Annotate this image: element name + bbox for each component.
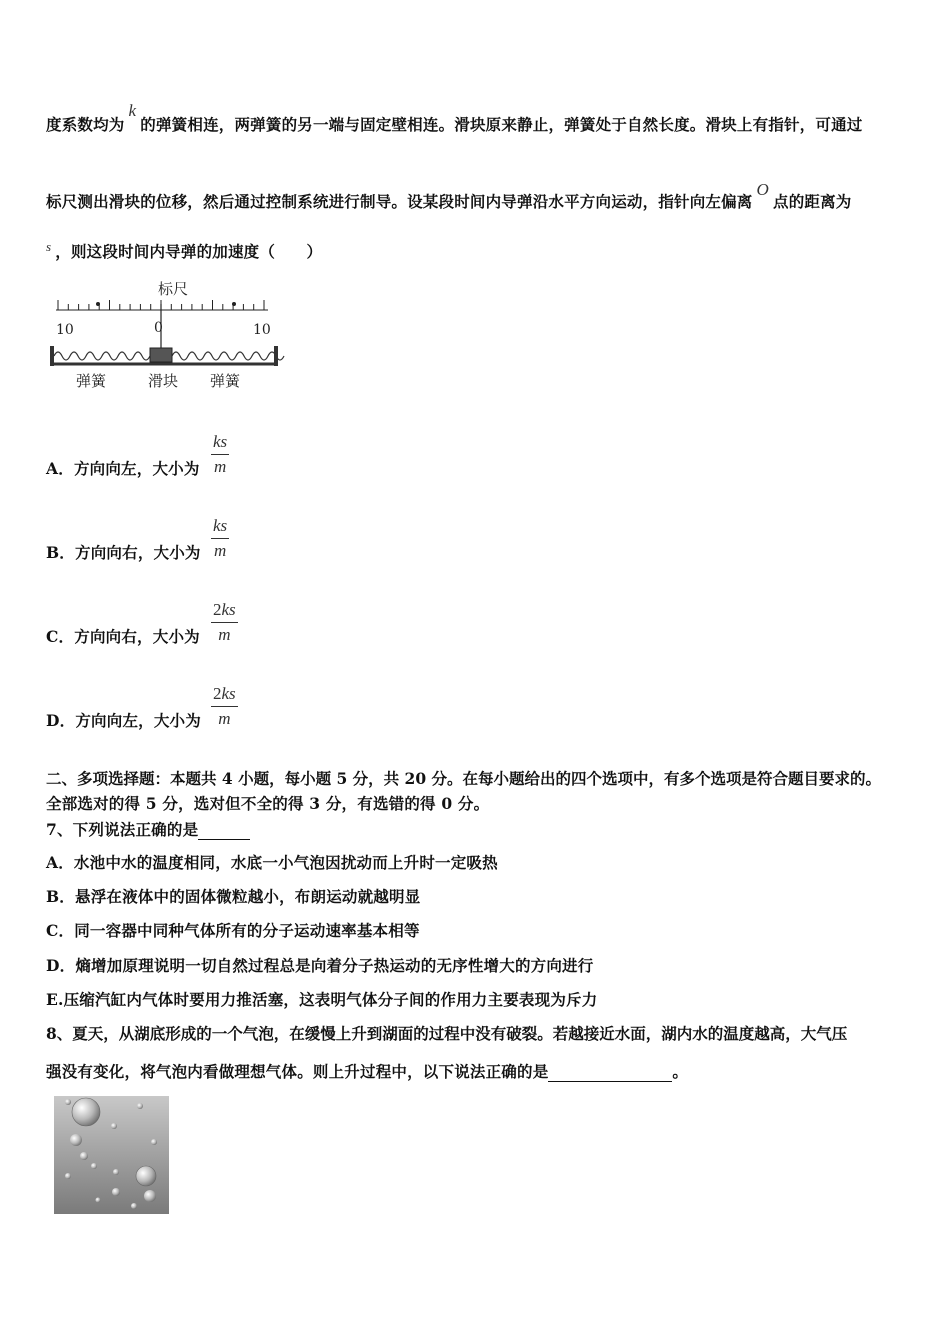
option-c-text: 方向向右，大小为 <box>74 627 200 646</box>
q6-line2-text-a: 标尺测出滑块的位移，然后通过控制系统进行制导。设某段时间内导弹沿水平方向运动，指针向左偏离 <box>46 192 753 211</box>
left-spring-label: 弹簧 <box>76 372 107 390</box>
var-s: s <box>46 239 52 254</box>
q7-option-b[interactable]: B．悬浮在液体中的固体微粒越小，布朗运动就越明显 <box>46 887 421 906</box>
q6-line1-text-b: 的弹簧相连，两弹簧的另一端与固定壁相连。滑块原来静止，弹簧处于自然长度。滑块上有指针，可通过 <box>140 115 863 134</box>
option-d-numerator: ks <box>221 684 236 703</box>
right-spring-label: 弹簧 <box>210 372 241 390</box>
option-d-coef: 2 <box>213 684 222 703</box>
option-c-label: C． <box>46 627 75 646</box>
q8-answer-blank[interactable] <box>548 1062 672 1082</box>
bubble <box>80 1152 88 1160</box>
option-a-label: A． <box>46 459 74 478</box>
option-d-fraction <box>211 684 238 729</box>
bubbles-image <box>54 1096 169 1214</box>
option-b-numerator: ks <box>213 516 228 535</box>
ruler-center-number: 0 <box>154 320 163 336</box>
bubble <box>131 1203 137 1209</box>
bubble <box>72 1098 100 1126</box>
section2-header-line-1: 二、多项选择题：本题共 4 小题，每小题 5 分，共 20 分。在每小题给出的四个选项中，有多个选项是符合题目要求的。 <box>46 769 882 788</box>
bubble <box>96 1198 101 1203</box>
section2-header-line-2: 全部选对的得 5 分，选对但不全的得 3 分，有选错的得 0 分。 <box>46 794 490 813</box>
q7-answer-blank[interactable] <box>198 820 250 840</box>
q8-stem-line-1: 8、夏天，从湖底形成的一个气泡，在缓慢上升到湖面的过程中没有破裂。若越接近水面，湖内水的温度越高，大气压 <box>46 1024 848 1043</box>
q7-stem <box>46 818 250 840</box>
bubble <box>70 1134 82 1146</box>
bubble <box>91 1163 97 1169</box>
ruler-left-mark <box>96 302 100 306</box>
bubble <box>151 1139 157 1145</box>
option-d-label: D． <box>46 711 76 730</box>
q6-option-a[interactable] <box>46 457 200 479</box>
option-b-denominator: m <box>213 541 227 560</box>
slider-label: 滑块 <box>148 372 179 390</box>
option-b-fraction <box>211 516 229 561</box>
ruler-left-number: 10 <box>56 322 74 338</box>
ruler-right-mark <box>232 302 236 306</box>
q7-option-e[interactable]: E.压缩汽缸内气体时要用力推活塞，这表明气体分子间的作用力主要表现为斥力 <box>46 990 598 1009</box>
q6-line1-text-a: 度系数均为 <box>46 115 125 134</box>
left-spring <box>54 352 158 360</box>
bubble <box>113 1169 119 1175</box>
q7-option-d[interactable]: D．熵增加原理说明一切自然过程总是向着分子热运动的无序性增大的方向进行 <box>46 956 594 975</box>
q8-line2-text: 强没有变化，将气泡内看做理想气体。则上升过程中，以下说法正确的是 <box>46 1062 549 1081</box>
q7-stem-text: 7、下列说法正确的是 <box>46 820 199 839</box>
bubble <box>144 1190 156 1202</box>
bubble <box>137 1103 143 1109</box>
ruler-spring-diagram <box>46 276 286 394</box>
option-c-denominator: m <box>218 625 231 644</box>
option-a-numerator: ks <box>213 432 228 451</box>
q6-option-b[interactable] <box>46 541 201 563</box>
q7-option-c[interactable]: C．同一容器中同种气体所有的分子运动速率基本相等 <box>46 921 420 940</box>
q6-stem-line-3 <box>46 240 322 262</box>
q6-option-d[interactable] <box>46 709 201 731</box>
q6-line2-text-b: 点的距离为 <box>773 192 852 211</box>
bubble <box>111 1123 117 1129</box>
var-k: k <box>128 101 137 120</box>
slider-block <box>150 348 172 362</box>
option-d-text: 方向向左，大小为 <box>75 711 201 730</box>
option-a-fraction <box>211 432 229 477</box>
option-b-label: B． <box>46 543 76 562</box>
q8-line2-end: 。 <box>672 1062 689 1081</box>
q6-stem-line-1 <box>46 101 863 135</box>
bubble <box>65 1173 71 1179</box>
option-c-fraction <box>211 600 238 645</box>
ruler-right-number: 10 <box>253 322 271 338</box>
q7-option-a[interactable]: A．水池中水的温度相同，水底一小气泡因扰动而上升时一定吸热 <box>46 853 498 872</box>
option-d-denominator: m <box>218 709 231 728</box>
bubble <box>112 1188 120 1196</box>
q8-stem-line-2 <box>46 1060 688 1082</box>
option-a-text: 方向向左，大小为 <box>73 459 200 478</box>
bubble <box>65 1099 71 1105</box>
q6-stem-line-2 <box>46 180 852 212</box>
q6-line3-text: ，则这段时间内导弹的加速度（ ） <box>55 242 323 261</box>
option-b-text: 方向向右，大小为 <box>75 543 201 562</box>
ruler-label: 标尺 <box>158 280 189 298</box>
q6-option-c[interactable] <box>46 625 200 647</box>
right-spring <box>172 352 284 360</box>
bubble <box>136 1166 156 1186</box>
var-o: O <box>756 180 769 199</box>
option-c-numerator: ks <box>221 600 236 619</box>
option-a-denominator: m <box>213 457 227 476</box>
option-c-coef: 2 <box>213 600 222 619</box>
